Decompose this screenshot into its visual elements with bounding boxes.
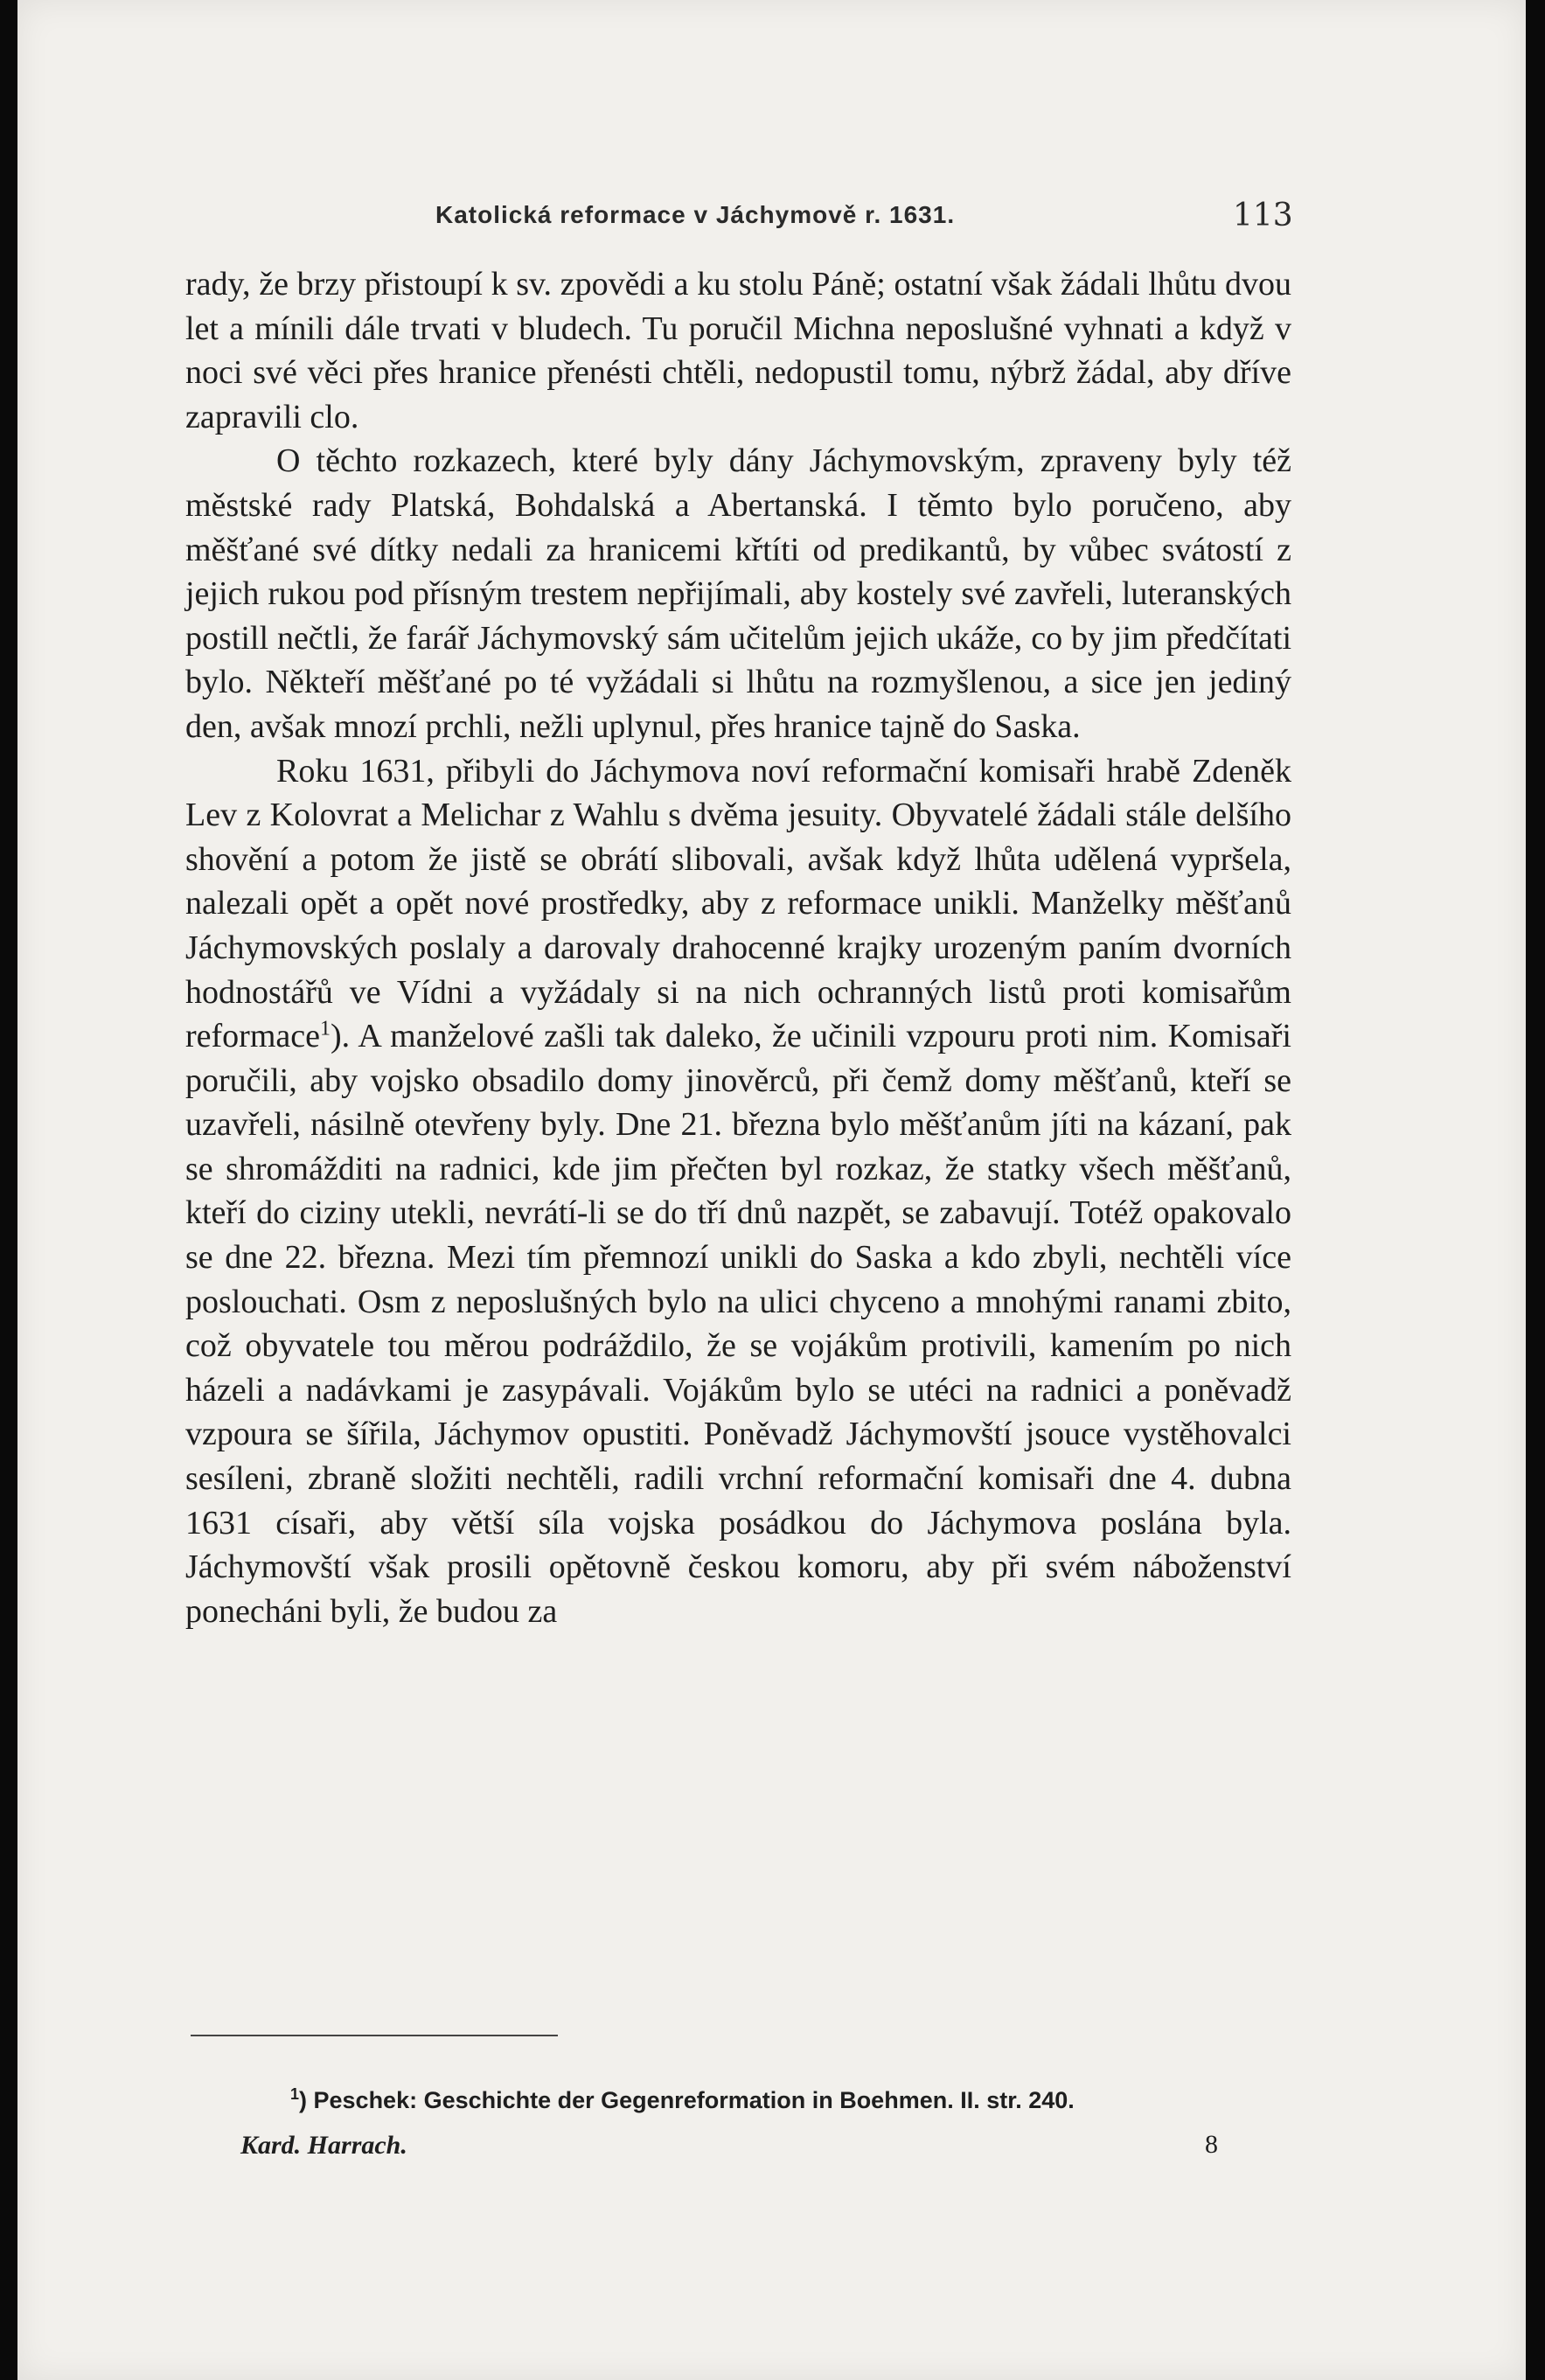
footnote-reference: 1 (320, 1017, 331, 1040)
footnote-marker: 1 (290, 2085, 300, 2103)
page-number: 113 (1233, 198, 1293, 233)
signature-mark: 8 (1205, 2130, 1218, 2159)
paragraph-3-part-1: Roku 1631, přibyli do Jáchymova noví reformační komisaři hrabě Zdeněk Lev z Kolovrat a Melichar z Wahlu s dvěma jesuity. Obyvatelé žádali stále delšího shovění a potom že jistě se obrátí slibovali, avšak když lhůta udělená vypršela, nalezali opět a opět nové prostředky, aby z reformace unikli. Manželky měšťanů Jáchymovských poslaly a darovaly drahocenné krajky urozeným paním dvorních hodnostářů ve Vídni a vyžádaly si na nich ochranných listů proti komisařům reformace (185, 752, 1291, 1055)
running-head: Katolická reformace v Jáchymově r. 1631. (435, 201, 956, 228)
paragraph-3 (185, 749, 1291, 1634)
footnote-text: ) Peschek: Geschichte der Gegenreformation in Boehmen. II. str. 240. (299, 2087, 1075, 2113)
signature-line: Kard. Harrach. (240, 2131, 407, 2160)
book-page (17, 0, 1526, 2380)
scan-border-left (0, 0, 17, 2380)
paragraph-1: rady, že brzy přistoupí k sv. zpovědi a ku stolu Páně; ostatní však žádali lhůtu dvou let a mínili dále trvati v bludech. Tu poručil Michna neposlušné vyhnati a když v noci své věci přes hranice přenésti chtěli, nedopustil tomu, nýbrž žádal, aby dříve zapravili clo. (185, 266, 1291, 435)
paragraph-3-part-2: ). A manželové zašli tak daleko, že učinili vzpouru proti nim. Komisaři poručili, aby vojsko obsadilo domy jinověrců, při čemž domy měšťanů, kteří se uzavřeli, násilně otevřeny byly. Dne 21. března bylo měšťanům jíti na kázaní, pak se shromážditi na radnici, kde jim přečten byl rozkaz, že statky všech měšťanů, kteří do ciziny utekli, nevrátí-li se do tří dnů nazpět, se zabavují. Totéž opakovalo se dne 22. března. Mezi tím přemnozí unikli do Saska a kdo zbyli, nechtěli více poslouchati. Osm z neposlušných bylo na ulici chyceno a mnohými ranami zbito, což obyvatele tou měrou podráždilo, že se vojákům protivili, kamením po nich házeli a nadávkami je zasypávali. Vojákům bylo se utéci na radnici a poněvadž vzpoura se šířila, Jáchymov opustiti. Poněvadž Jáchymovští jsouce vystěhovalci sesíleni, zbraně složiti nechtěli, radili vrchní reformační komisaři dne 4. dubna 1631 císaři, aby větší síla vojska posádkou do Jáchymova poslána byla. Jáchymovští však prosili opětovně českou komoru, aby při svém náboženství ponecháni byli, že budou za (185, 1018, 1291, 1630)
scan-border-right (1526, 0, 1545, 2380)
body-text (185, 262, 1291, 1633)
page-header (17, 194, 1526, 247)
paragraph-2: O těchto rozkazech, které byly dány Jáchymovským, zpraveny byly též městské rady Platská, Bohdalská a Abertanská. I těmto bylo poručeno, aby měšťané své dítky nedali za hranicemi křtíti od predikantů, by vůbec svátostí z jejich rukou pod přísným trestem nepřijímali, aby kostely své zavřeli, luteranských postill nečtli, že farář Jáchymovský sám učitelům jejich ukáže, co by jim předčítati bylo. Někteří měšťané po té vyžádali si lhůtu na rozmyšlenou, a sice jen jediný den, avšak mnozí prchli, nežli uplynul, přes hranice tajně do Saska. (185, 442, 1291, 745)
footnote (290, 2085, 1075, 2114)
footnote-divider (191, 2035, 558, 2036)
